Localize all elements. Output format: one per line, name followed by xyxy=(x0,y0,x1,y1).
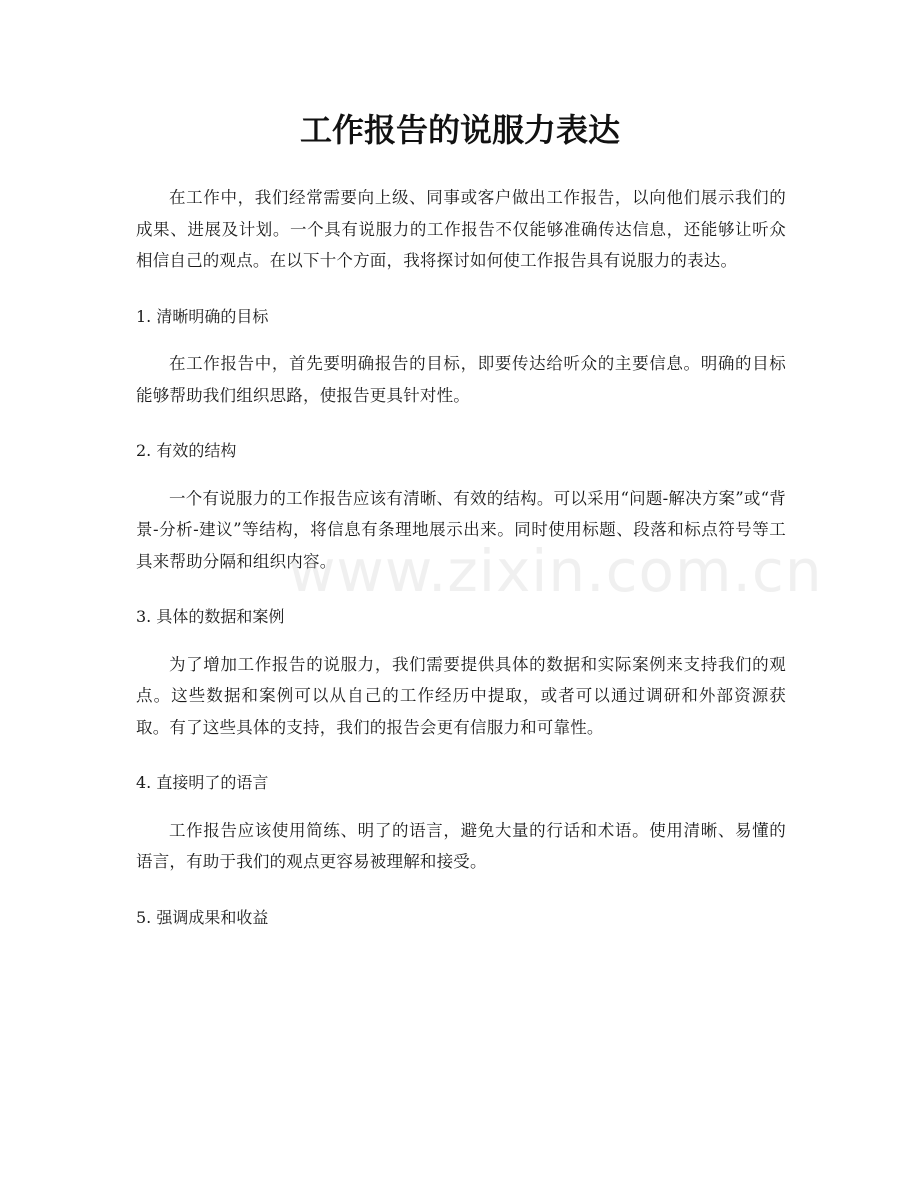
section-heading-2: 2. 有效的结构 xyxy=(136,441,237,460)
document-title: 工作报告的说服力表达 xyxy=(299,111,620,149)
document-body xyxy=(136,182,786,933)
section-heading-1: 1. 清晰明确的目标 xyxy=(136,306,269,326)
watermark: www.zixin.com.cn xyxy=(288,537,823,605)
intro-paragraph: 在工作中，我们经常需要向上级、同事或客户做出工作报告，以向他们展示我们的成果、进展及计划。一个具有说服力的工作报告不仅能够准确传达信息，还能够让听众相信自己的观点。在以下十个方面，我将探讨如何使工作报告具有说服力的表达。 xyxy=(136,188,786,270)
section-body-1: 在工作报告中，首先要明确报告的目标，即要传达给听众的主要信息。明确的目标能够帮助我们组织思路，使报告更具针对性。 xyxy=(136,354,786,405)
section-body-4: 工作报告应该使用简练、明了的语言，避免大量的行话和术语。使用清晰、易懂的语言，有助于我们的观点更容易被理解和接受。 xyxy=(136,820,786,871)
section-body-3: 为了增加工作报告的说服力，我们需要提供具体的数据和实际案例来支持我们的观点。这些数据和案例可以从自己的工作经历中提取，或者可以通过调研和外部资源获取。有了这些具体的支持，我们的报告会更有信服力和可靠性。 xyxy=(136,654,786,737)
section-body-2: 一个有说服力的工作报告应该有清晰、有效的结构。可以采用“问题-解决方案”或“背景-分析-建议”等结构，将信息有条理地展示出来。同时使用标题、段落和标点符号等工具来帮助分隔和组织内容。 xyxy=(136,488,786,571)
section-heading-5: 5. 强调成果和收益 xyxy=(136,907,269,927)
section-heading-3: 3. 具体的数据和案例 xyxy=(136,607,285,626)
section-heading-4: 4. 直接明了的语言 xyxy=(136,773,269,792)
